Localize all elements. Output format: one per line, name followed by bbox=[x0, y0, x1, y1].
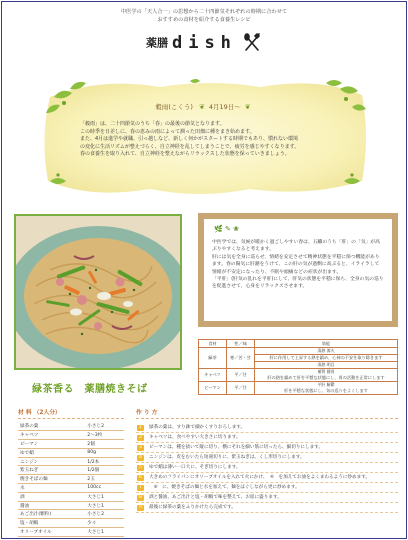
step-number-badge: 8 bbox=[137, 495, 144, 501]
tcm-explanation-inner bbox=[204, 219, 392, 321]
ingredient-qty: 大さじ1 bbox=[81, 528, 124, 537]
herb-icon: 🌿 ✎ ❀ bbox=[214, 225, 239, 233]
step-item bbox=[136, 493, 398, 503]
ingredient-row bbox=[18, 431, 124, 440]
logo-jp: 薬膳 bbox=[145, 36, 168, 50]
ingredient-name: 水 bbox=[18, 484, 81, 493]
food-nature: 平／甘 bbox=[227, 369, 255, 382]
food-effect-sub: 清熱 瀉火 bbox=[255, 348, 398, 355]
recipe-steps bbox=[136, 423, 398, 513]
step-number-badge: 7 bbox=[137, 485, 144, 491]
ingredient-qty: 大さじ1 bbox=[81, 501, 124, 510]
fork-knife-icon bbox=[242, 33, 262, 53]
logo-en: dish bbox=[171, 32, 237, 53]
ingredients-table bbox=[18, 422, 124, 537]
ingredient-qty: 2～3枚 bbox=[81, 431, 124, 440]
season-line: の変化に生活リズムが整えづらく、自立神経を乱してしまうことで、疲労を感じやすくなります。 bbox=[80, 143, 300, 150]
ingredient-name: 焼きそばの麺 bbox=[18, 475, 81, 484]
steps-heading: 作 り 方 bbox=[136, 410, 158, 416]
ingredient-name: 酒 bbox=[18, 492, 81, 501]
step-number-badge: 2 bbox=[137, 435, 144, 441]
food-effect-sub: 補腎 健胃 bbox=[317, 369, 335, 374]
ingredient-row bbox=[18, 510, 124, 519]
ingredient-qty: 80g bbox=[81, 448, 124, 457]
ingredient-qty: 1/2個 bbox=[81, 466, 124, 475]
ingredient-row bbox=[18, 519, 124, 528]
ingredient-qty: 2玉 bbox=[81, 475, 124, 484]
step-number-badge: 1 bbox=[137, 425, 144, 431]
step-text: 酒と醤油、あご出汁と塩・胡椒で味を整えて、お皿に盛ります。 bbox=[149, 495, 282, 500]
season-panel bbox=[40, 77, 370, 199]
ingredient-qty: 2個 bbox=[81, 440, 124, 449]
food-table-header-nature: 性／味 bbox=[227, 340, 255, 348]
step-item bbox=[136, 443, 398, 453]
ingredient-name: キャベツ bbox=[18, 431, 81, 440]
ingredient-qty: 小さじ2 bbox=[81, 422, 124, 431]
ingredient-row bbox=[18, 528, 124, 537]
season-line: 「穀雨」は、二十四節気のうち「春」の最後の節気となります。 bbox=[80, 121, 225, 127]
season-line: 春の食養生を取り入れて、自立神経を整えながらリラックスした状態を保っていきましょう。 bbox=[80, 151, 290, 158]
ingredient-name: オリーブオイル bbox=[18, 528, 81, 537]
ingredient-name: 醤油 bbox=[18, 501, 81, 510]
step-item bbox=[136, 453, 398, 463]
ingredient-name: ピーマン bbox=[18, 440, 81, 449]
yakisoba-illustration bbox=[16, 216, 180, 368]
food-name: キャベツ bbox=[199, 369, 227, 382]
ingredient-name: ゆで蛸 bbox=[18, 448, 81, 457]
step-item bbox=[136, 503, 398, 513]
tcm-explanation-box bbox=[198, 213, 398, 327]
step-text: 最後に緑茶の葉をふりかけたら完成です。 bbox=[149, 505, 236, 510]
food-nature: 寒／苦・甘 bbox=[227, 348, 255, 369]
food-table-row bbox=[199, 369, 398, 382]
leaf-icon: ❦ bbox=[198, 103, 205, 111]
step-text: ゆで蛸は薄い一口大に、そぎ切りにします。 bbox=[149, 465, 241, 470]
ingredient-row bbox=[18, 448, 124, 457]
food-table-row bbox=[199, 348, 398, 355]
ingredient-row bbox=[18, 501, 124, 510]
food-effect-text: 肝に作用して上昇する熱を鎮め、心神の不安を取り除きます bbox=[255, 355, 398, 362]
season-name: 穀雨(こくう) bbox=[155, 103, 193, 111]
step-item bbox=[136, 433, 398, 443]
divider bbox=[136, 418, 398, 419]
ingredient-name: ニンジン bbox=[18, 457, 81, 466]
step-number-badge: 4 bbox=[137, 455, 144, 461]
divider bbox=[18, 418, 124, 419]
tcm-paragraph-1: 中医学では、気候が暖かく過ごしやすい春は、五臓のうち「肝」の「気」が高ぶりやすくなると考えます。 bbox=[212, 240, 380, 253]
step-item bbox=[136, 473, 398, 483]
ingredient-qty: 100cc bbox=[81, 484, 124, 493]
season-line: この時季を日差しに、春の恵みの雨によって潤った田畑に種をまき始めます。 bbox=[80, 128, 255, 135]
food-nature: 平／甘 bbox=[227, 382, 255, 395]
ingredient-row bbox=[18, 492, 124, 501]
ingredient-name: 紫玉ねぎ bbox=[18, 466, 81, 475]
ingredient-qty: 少々 bbox=[81, 519, 124, 528]
food-effect-desc: 肝を平穏な状態にし、気の巡りをよくします bbox=[284, 388, 368, 393]
food-table-header-row bbox=[199, 340, 398, 348]
ingredient-qty: 1/2本 bbox=[81, 457, 124, 466]
tcm-paragraph-2: 肝には気を全身に巡らせ、情緒を安定させて精神状態を平穏に保つ機能があります。春の陽気に肝潮をうけて、この肝の気が過剰に高ぶると、イライラして情緒が不安定になったり、不眠や頭痛などの症状が出ます。 bbox=[212, 254, 380, 275]
ingredient-name: あご出汁(顆粒) bbox=[18, 510, 81, 519]
season-description bbox=[80, 121, 340, 159]
step-item bbox=[136, 483, 398, 493]
step-number-badge: 3 bbox=[137, 445, 144, 451]
food-effect-desc: 肝の熱を鎮めて肝を平穏な状態にし、胃の活動を正常にします bbox=[267, 375, 385, 380]
ingredient-row bbox=[18, 440, 124, 449]
ingredient-name: 緑茶の葉 bbox=[18, 422, 81, 431]
season-title bbox=[40, 102, 370, 111]
step-text: 大きめのフライパンにオリーブオイルを入れて火にかけ、 ④ を加えてお油をよくまわるように炒めます。 bbox=[149, 475, 371, 480]
ingredient-row bbox=[18, 422, 124, 431]
step-number-badge: 6 bbox=[137, 475, 144, 481]
food-effect-sub: 清熱 明目 bbox=[255, 362, 398, 369]
food-name: 緑茶 bbox=[199, 348, 227, 369]
step-text: 緑茶の葉は、すり鉢で細かくすりおろします。 bbox=[149, 425, 246, 430]
step-item bbox=[136, 423, 398, 433]
ingredient-row bbox=[18, 484, 124, 493]
recipe-page bbox=[1, 1, 407, 539]
step-text: ピーマンは、種を抜いて縦に切り、横にそれを細い筋に切ったら、細切りにします。 bbox=[149, 445, 324, 450]
season-date: 4月19日～ bbox=[208, 103, 241, 111]
step-text: ⑥ に、焼きそばの麺と水を加えて、麺をほぐしながら更に炒めます。 bbox=[149, 485, 300, 490]
food-effect-text bbox=[255, 369, 398, 382]
logo bbox=[2, 32, 406, 53]
materials-heading: 材 料 （2人分） bbox=[18, 410, 61, 416]
step-number-badge: 5 bbox=[137, 465, 144, 471]
food-table-header-effect: 効能 bbox=[255, 340, 398, 348]
step-text: ニンジンは、皮をむいたら短冊切りに、紫玉ねぎは、くし形切りにします。 bbox=[149, 455, 305, 460]
season-line: また、4月は進学や就職、引っ越しなど、新しく何かがスタートする時期でもあり、慣れない環境 bbox=[80, 136, 299, 143]
ingredient-name: 塩・胡椒 bbox=[18, 519, 81, 528]
step-number-badge: 9 bbox=[137, 505, 144, 511]
food-name: ピーマン bbox=[199, 382, 227, 395]
step-text: キャベツは、食べやすい大きさに切ります。 bbox=[149, 435, 241, 440]
food-table-row bbox=[199, 382, 398, 395]
tcm-paragraph-3: 「平肝」(肝気の乱れを平肝)にして、肝気の状態を平穏に保ち、全身の気の巡りを促進させて、心身をリラックスさせます。 bbox=[212, 277, 384, 290]
ingredient-qty: 小さじ2 bbox=[81, 510, 124, 519]
dish-title: 緑茶香る 薬膳焼きそば bbox=[32, 384, 148, 395]
intro-line-1: 中医学の「天人合一」の思想から二十四節気それぞれの時期に合わせて bbox=[120, 9, 287, 15]
ingredient-qty: 大さじ1 bbox=[81, 492, 124, 501]
ingredient-row bbox=[18, 466, 124, 475]
tcm-text bbox=[212, 239, 384, 291]
food-table-header-food: 食材 bbox=[199, 340, 227, 348]
food-properties-table bbox=[198, 339, 398, 395]
ingredient-row bbox=[18, 457, 124, 466]
intro-line-2: おすすめの食材を紹介する食養生レシピ bbox=[157, 17, 251, 23]
food-effect-sub: 平肝 解鬱 bbox=[317, 382, 335, 387]
step-item bbox=[136, 463, 398, 473]
food-effect-text bbox=[255, 382, 398, 395]
ingredient-row bbox=[18, 475, 124, 484]
leaf-icon: ❦ bbox=[244, 103, 251, 111]
dish-photo bbox=[14, 214, 182, 370]
intro-text bbox=[2, 8, 406, 24]
